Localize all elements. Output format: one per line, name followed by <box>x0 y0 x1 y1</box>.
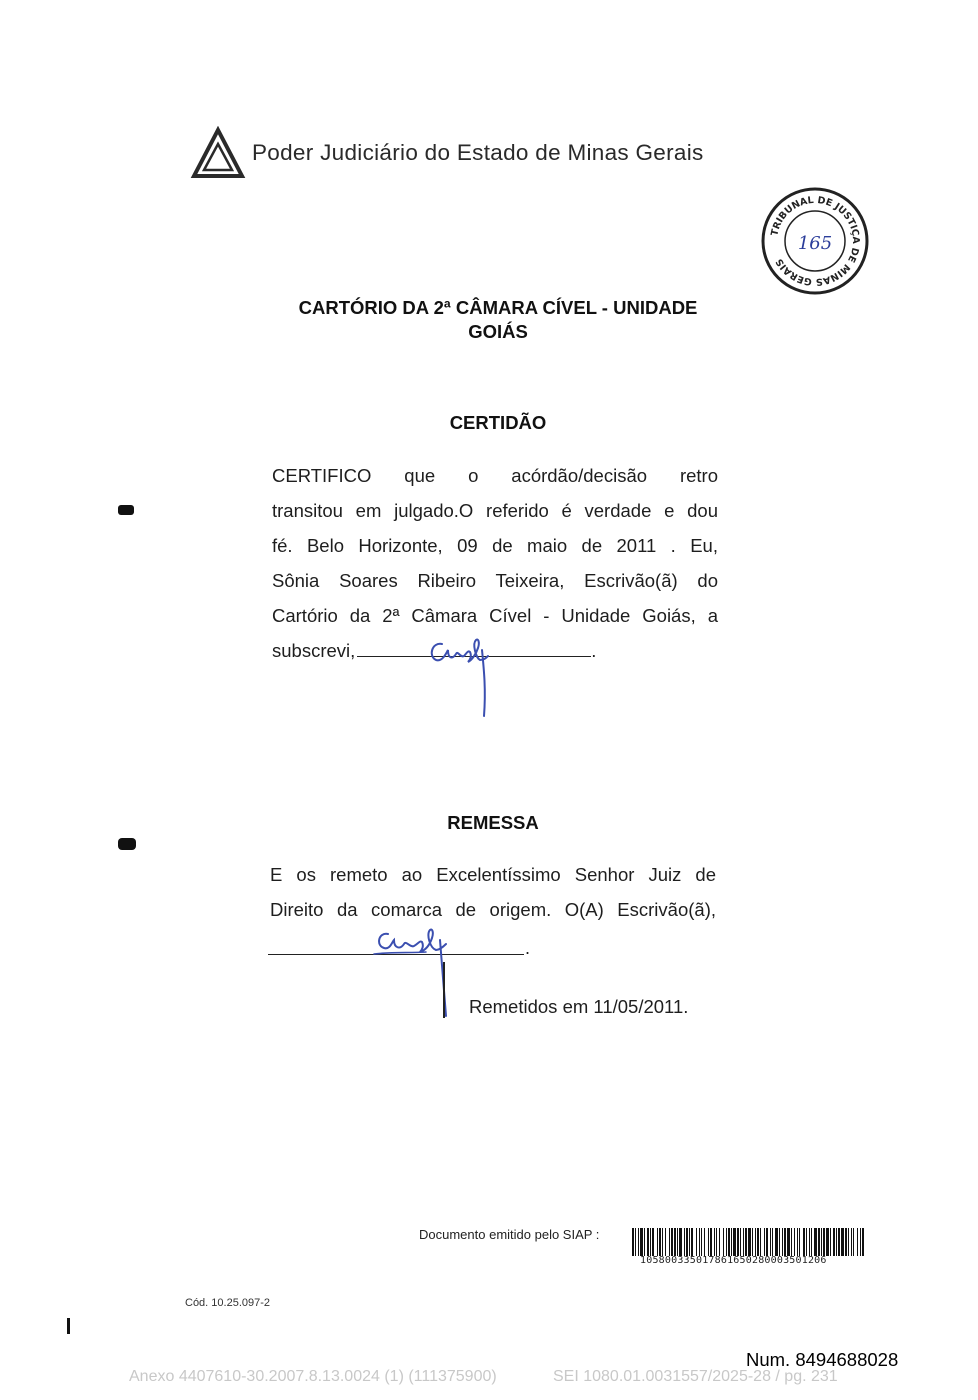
certidao-body <box>272 458 718 668</box>
subscrevi-period: . <box>591 640 597 661</box>
remessa-line: E os remeto ao Excelentíssimo Senhor Juiz de <box>270 864 716 885</box>
remetidos-date: Remetidos em 11/05/2011. <box>469 996 689 1017</box>
signature-line <box>357 640 591 657</box>
certidao-line: Sônia Soares Ribeiro Teixeira, Escrivão(ã) do <box>272 570 718 591</box>
svg-text:TRIBUNAL DE JUSTIÇA DE MINAS G: TRIBUNAL DE JUSTIÇA DE MINAS GERAIS <box>769 194 862 288</box>
document-number: Num. 8494688028 <box>746 1349 899 1370</box>
remessa-title: REMESSA <box>447 812 539 833</box>
handwritten-signature <box>370 922 460 1018</box>
svg-text:165: 165 <box>797 233 833 254</box>
scan-mark <box>67 1318 70 1334</box>
scan-mark <box>118 505 134 515</box>
siap-label: Documento emitido pelo SIAP : <box>419 1227 600 1242</box>
form-code: Cód. 10.25.097-2 <box>185 1297 271 1309</box>
remessa-body <box>270 857 716 927</box>
certidao-line: fé. Belo Horizonte, 09 de maio de 2011 . Eu, <box>272 535 718 556</box>
remessa-period: . <box>525 938 531 958</box>
remessa-line: Direito da comarca de origem. O(A) Escrivão(ã), <box>270 899 716 920</box>
signature-line <box>268 954 524 955</box>
court-seal-stamp <box>760 186 870 296</box>
registry-title <box>250 296 746 344</box>
subscrevi-row <box>272 633 718 668</box>
registry-title-line1: CARTÓRIO DA 2ª CÂMARA CÍVEL - UNIDADE <box>298 297 698 318</box>
sei-reference: SEI 1080.01.0031557/2025-28 / pg. 231 <box>553 1368 838 1385</box>
scan-mark <box>118 838 136 850</box>
subscrevi-label: subscrevi, <box>272 640 356 661</box>
organization-name: Poder Judiciário do Estado de Minas Gerais <box>252 140 704 165</box>
barcode-number: 1058003350178616502800035012​06 <box>640 1255 827 1266</box>
certidao-line: Cartório da 2ª Câmara Cível - Unidade Goiás, a <box>272 605 718 626</box>
certidao-title: CERTIDÃO <box>449 412 547 433</box>
annex-reference: Anexo 4407610-30.2007.8.13.0024 (1) (111375900) <box>129 1368 497 1385</box>
certidao-line: transitou em julgado.O referido é verdade e dou <box>272 500 718 521</box>
signature-stroke <box>443 962 445 1018</box>
triangle-logo-icon <box>190 126 246 182</box>
barcode <box>632 1228 864 1256</box>
certidao-line: CERTIFICO que o acórdão/decisão retro <box>272 465 718 486</box>
registry-title-line2: GOIÁS <box>468 321 528 342</box>
